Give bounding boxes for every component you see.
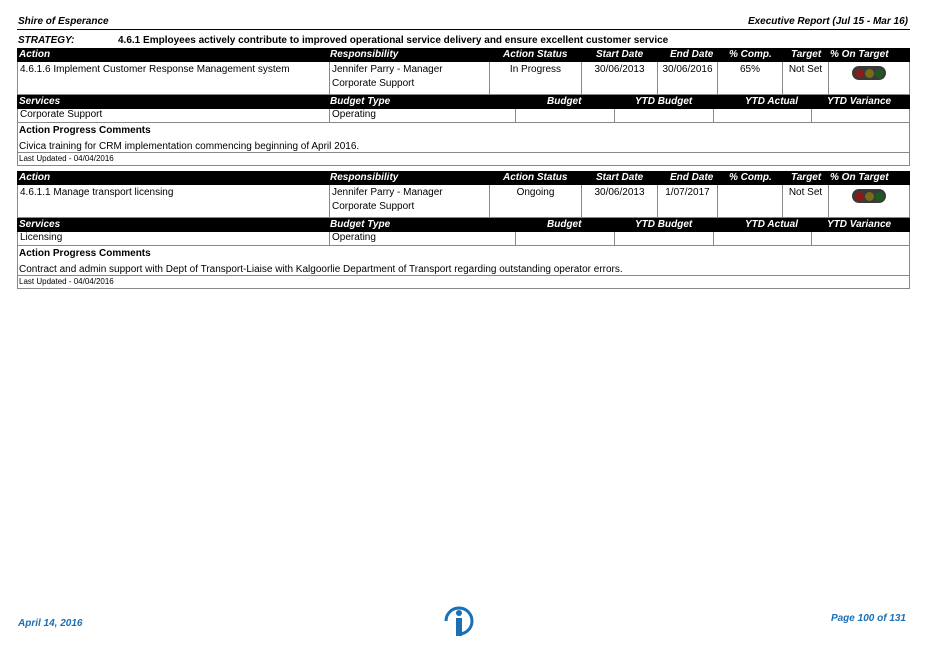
service-budget-type: Operating: [329, 109, 515, 122]
col-budget-type: Budget Type: [330, 219, 391, 230]
action-start-date: 30/06/2013: [581, 185, 657, 217]
comments-label: Action Progress Comments: [19, 125, 151, 136]
service-ytd-budget: [614, 109, 713, 122]
col-services: Services: [19, 96, 61, 107]
service-budget: [515, 232, 614, 245]
services-header-bar: [17, 95, 910, 109]
strategy-label: STRATEGY:: [18, 35, 75, 46]
col-action-status: Action Status: [503, 172, 568, 183]
on-target-cell: [828, 62, 909, 94]
service-budget-type: Operating: [329, 232, 515, 245]
action-target: Not Set: [782, 62, 828, 94]
col-end-date: End Date: [670, 49, 714, 60]
col-ytd-budget: YTD Budget: [635, 219, 693, 230]
header-divider: [17, 29, 910, 30]
col-target: Target: [791, 172, 822, 183]
service-ytd-budget: [614, 232, 713, 245]
action-row: [17, 62, 910, 95]
info-logo-icon: [440, 604, 478, 638]
col-services: Services: [19, 219, 61, 230]
action-row: [17, 185, 910, 218]
col-action: Action: [19, 49, 51, 60]
action-status: Ongoing: [489, 185, 581, 217]
service-ytd-actual: [713, 109, 811, 122]
last-updated-row: [17, 276, 910, 289]
traffic-light-icon: [852, 189, 886, 203]
action-start-date: 30/06/2013: [581, 62, 657, 94]
last-updated-row: [17, 153, 910, 166]
service-budget: [515, 109, 614, 122]
footer-page-number: Page 100 of 131: [830, 613, 906, 624]
action-responsibility: Jennifer Parry - Manager Corporate Support: [329, 185, 489, 217]
traffic-light-icon: [852, 66, 886, 80]
last-updated: Last Updated - 04/04/2016: [19, 277, 114, 286]
action-block-2: [17, 171, 910, 289]
comments-label: Action Progress Comments: [19, 248, 151, 259]
action-header-bar: [17, 171, 910, 185]
action-responsibility: Jennifer Parry - Manager Corporate Support: [329, 62, 489, 94]
action-end-date: 1/07/2017: [657, 185, 717, 217]
action-comp: 65%: [717, 62, 782, 94]
col-ytd-budget: YTD Budget: [635, 96, 693, 107]
strategy-text: 4.6.1 Employees actively contribute to improved operational service delivery and ensure excellent customer service: [118, 35, 669, 46]
col-target: Target: [791, 49, 822, 60]
last-updated: Last Updated - 04/04/2016: [19, 154, 114, 163]
col-budget: Budget: [547, 219, 582, 230]
action-end-date: 30/06/2016: [657, 62, 717, 94]
col-ytd-variance: YTD Variance: [827, 219, 892, 230]
col-budget-type: Budget Type: [330, 96, 391, 107]
col-start-date: Start Date: [596, 172, 644, 183]
col-responsibility: Responsibility: [330, 49, 399, 60]
col-on-target: % On Target: [830, 172, 889, 183]
comments-text: Civica training for CRM implementation commencing beginning of April 2016.: [19, 141, 360, 152]
on-target-cell: [828, 185, 909, 217]
service-name: Corporate Support: [20, 109, 103, 120]
org-name: Shire of Esperance: [18, 16, 109, 27]
action-status: In Progress: [489, 62, 581, 94]
footer-date: April 14, 2016: [18, 618, 83, 629]
col-action: Action: [19, 172, 51, 183]
col-comp: % Comp.: [729, 49, 772, 60]
service-row: [17, 232, 910, 246]
comments-text: Contract and admin support with Dept of Transport-Liaise with Kalgoorlie Department of Transport regarding outstanding operator errors.: [19, 264, 623, 275]
action-block-1: [17, 48, 910, 166]
col-ytd-actual: YTD Actual: [745, 219, 798, 230]
service-name: Licensing: [20, 232, 63, 243]
action-target: Not Set: [782, 185, 828, 217]
col-budget: Budget: [547, 96, 582, 107]
col-ytd-actual: YTD Actual: [745, 96, 798, 107]
comments-box: [17, 122, 910, 153]
report-title: Executive Report (Jul 15 - Mar 16): [747, 16, 908, 27]
service-ytd-variance: [811, 109, 909, 122]
action-comp: [717, 185, 782, 217]
action-name: 4.6.1.6 Implement Customer Response Management system: [20, 64, 290, 75]
col-ytd-variance: YTD Variance: [827, 96, 892, 107]
col-end-date: End Date: [670, 172, 714, 183]
col-on-target: % On Target: [830, 49, 889, 60]
service-ytd-variance: [811, 232, 909, 245]
service-ytd-actual: [713, 232, 811, 245]
col-start-date: Start Date: [596, 49, 644, 60]
services-header-bar: [17, 218, 910, 232]
action-name: 4.6.1.1 Manage transport licensing: [20, 187, 174, 198]
col-action-status: Action Status: [503, 49, 568, 60]
action-header-bar: [17, 48, 910, 62]
comments-box: [17, 245, 910, 276]
col-responsibility: Responsibility: [330, 172, 399, 183]
service-row: [17, 109, 910, 123]
col-comp: % Comp.: [729, 172, 772, 183]
